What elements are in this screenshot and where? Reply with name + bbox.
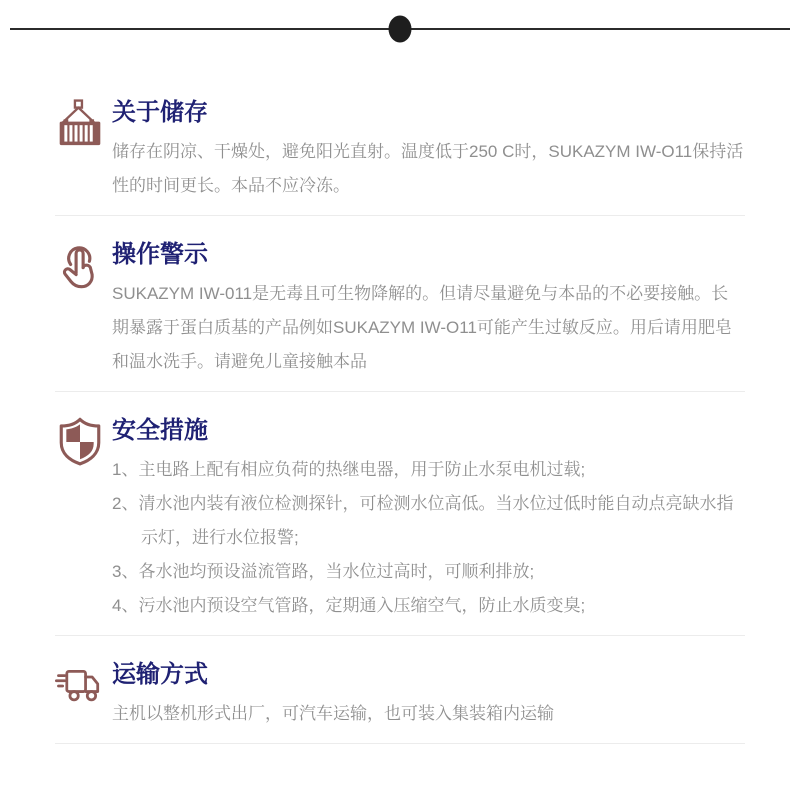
shield-check-icon: [55, 414, 112, 623]
section-title-operation-warning: 操作警示: [112, 241, 208, 268]
section-transport: [55, 636, 745, 744]
section-title-safety-measures: 安全措施: [112, 417, 208, 444]
section-title-transport: 运输方式: [112, 661, 208, 688]
storage-paragraph: 储存在阴凉、干燥处，避免阳光直射。温度低于250 C时，SUKAZYM IW-O11保持活性的时间更长。本品不应冷冻。: [112, 142, 744, 195]
container-crane-icon: [55, 96, 112, 203]
product-detail-page: [0, 28, 800, 744]
divider-dot-icon: [389, 16, 412, 43]
transport-paragraph: 主机以整机形式出厂，可汽车运输，也可装入集装箱内运输: [112, 704, 554, 723]
safety-measures-list: [112, 453, 745, 623]
section-title-storage: 关于储存: [112, 99, 208, 126]
section-storage: [55, 74, 745, 216]
operation-warning-paragraph: SUKAZYM IW-011是无毒且可生物降解的。但请尽量避免与本品的不必要接触。长期暴露于蛋白质基的产品例如SUKAZYM IW-O11可能产生过敏反应。用后请用肥皂和温水洗手。请避免儿童接触本品: [112, 284, 732, 371]
section-safety-measures: [55, 392, 745, 636]
safety-list-item: 2、清水池内装有液位检测探针，可检测水位高低。当水位过低时能自动点亮缺水指示灯，进行水位报警;: [112, 494, 734, 547]
safety-list-item: 4、污水池内预设空气管路，定期通入压缩空气，防止水质变臭;: [112, 596, 586, 615]
safety-list-item: 3、各水池均预设溢流管路，当水位过高时，可顺利排放;: [112, 562, 535, 581]
section-operation-warning: [55, 216, 745, 392]
delivery-truck-icon: [55, 658, 112, 731]
section-divider-ornament: [10, 28, 790, 30]
safety-list-item: 1、主电路上配有相应负荷的热继电器，用于防止水泵电机过载;: [112, 460, 586, 479]
content-sections: [0, 30, 800, 744]
hand-tap-icon: [55, 238, 112, 379]
